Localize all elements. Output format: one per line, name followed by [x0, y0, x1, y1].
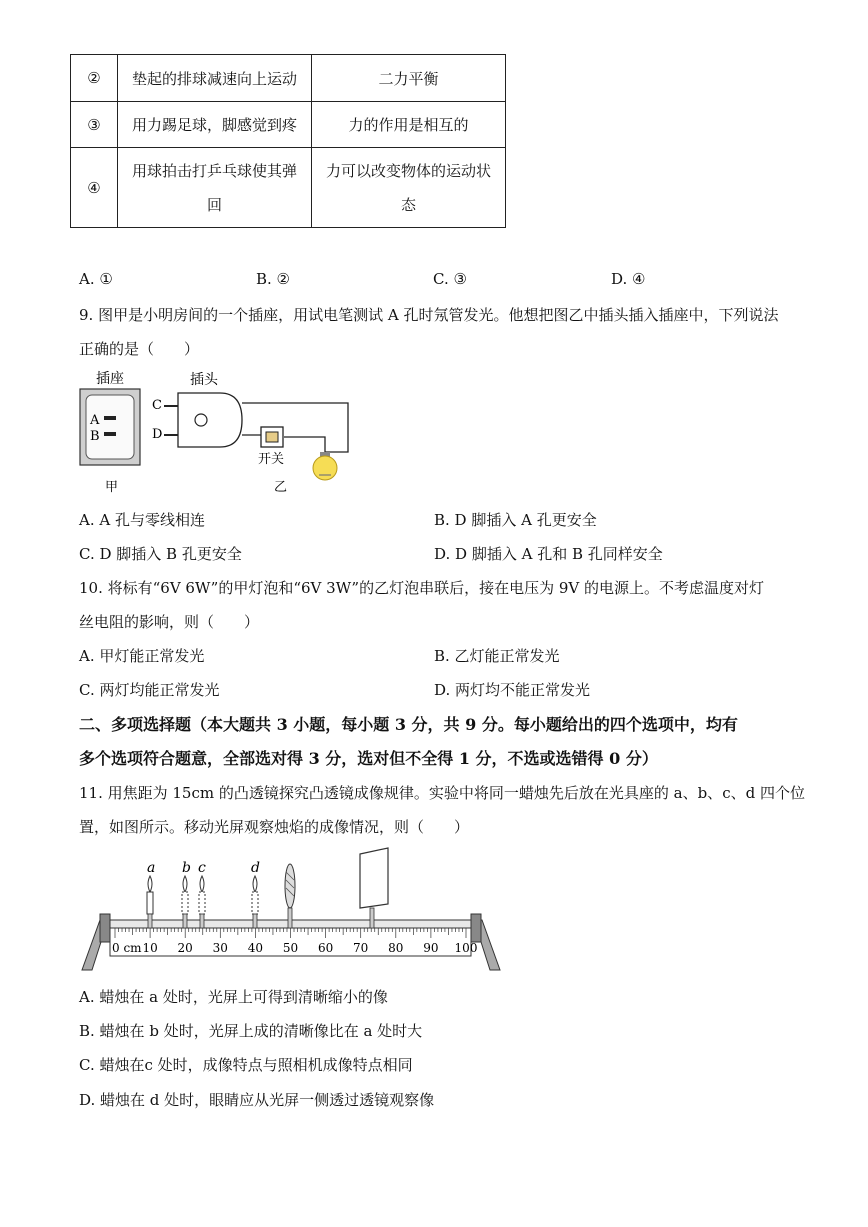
q9-option-c[interactable]: C. D 脚插入 B 孔更安全	[79, 545, 242, 563]
q10-option-c[interactable]: C. 两灯均能正常发光	[79, 681, 220, 699]
lens-icon	[285, 864, 295, 908]
candle-body	[252, 892, 258, 914]
table-row	[71, 148, 506, 228]
candle-c	[198, 860, 206, 928]
bench-right-end	[471, 914, 481, 942]
scale-tick-label: 50	[282, 941, 299, 955]
scale-tick-label: 70	[353, 941, 369, 955]
pin-d-label: D	[152, 427, 163, 442]
table-row	[71, 55, 506, 102]
row-number: ②	[71, 55, 118, 102]
candle-holder	[200, 914, 204, 928]
hole-a	[104, 416, 116, 420]
q8-option-d[interactable]: D. ④	[611, 270, 646, 288]
wire-switch-out	[284, 437, 325, 452]
candle-body	[182, 892, 188, 914]
q11-stem-line1: 11. 用焦距为 15cm 的凸透镜探究凸透镜成像规律。实验中将同一蜡烛先后放在光具座的 a、b、c、d 四个位	[79, 784, 805, 802]
scale-tick-label: 10	[142, 941, 158, 955]
plug-label: 插头	[190, 372, 218, 388]
scale-tick-label: 40	[247, 941, 264, 955]
convex-lens	[285, 864, 295, 928]
bench-left-end	[100, 914, 110, 942]
switch-button	[266, 432, 278, 442]
section-two-heading-line2: 多个选项符合题意，全部选对得 3 分，选对但不全得 1 分，不选或选错得 0 分）	[79, 749, 658, 768]
socket-label: 插座	[96, 371, 124, 387]
bulb-icon	[313, 456, 337, 480]
candle-a-label: a	[147, 860, 156, 876]
q11-option-d[interactable]: D. 蜡烛在 d 处时，眼睛应从光屏一侧透过透镜观察像	[79, 1091, 435, 1109]
flame-icon	[183, 876, 187, 892]
pin-c-label: C	[152, 398, 162, 413]
scale-tick-label: 20	[177, 941, 193, 955]
candle-b-label: b	[182, 860, 191, 876]
lens-holder	[288, 908, 292, 928]
candle-holder	[253, 914, 257, 928]
optical-bench-figure	[78, 846, 503, 976]
plug-hole	[195, 414, 207, 426]
candle-c-label: c	[198, 860, 206, 876]
scale-tick-label: 0 cm	[112, 941, 142, 955]
q9-option-b[interactable]: B. D 脚插入 A 孔更安全	[434, 511, 597, 529]
candle-holder	[183, 914, 187, 928]
q8-option-b[interactable]: B. ②	[256, 270, 291, 288]
flame-icon	[200, 876, 204, 892]
row-example: 垫起的排球减速向上运动	[118, 55, 312, 102]
row-number: ③	[71, 102, 118, 148]
candle-b	[182, 860, 191, 928]
row-example: 用球拍击打乒乓球使其弹 回	[118, 148, 312, 228]
scale-tick-label: 90	[423, 941, 439, 955]
row-principle: 力可以改变物体的运动状 态	[312, 148, 506, 228]
switch-label: 开关	[258, 452, 285, 467]
screen-icon	[360, 848, 388, 908]
candle-d	[251, 860, 260, 928]
table-row	[71, 102, 506, 148]
candle-holder	[148, 914, 152, 928]
q10-stem-line2: 丝电阻的影响，则（ ）	[79, 613, 260, 631]
q9-option-d[interactable]: D. D 脚插入 A 孔和 B 孔同样安全	[434, 545, 663, 563]
light-screen	[360, 848, 388, 928]
q11-option-c[interactable]: C. 蜡烛在c 处时，成像特点与照相机成像特点相同	[79, 1056, 413, 1074]
q11-option-a[interactable]: A. 蜡烛在 a 处时，光屏上可得到清晰缩小的像	[79, 988, 388, 1006]
q10-option-d[interactable]: D. 两灯均不能正常发光	[434, 681, 591, 699]
candle-d-label: d	[251, 860, 260, 876]
hole-b	[104, 432, 116, 436]
row-number: ④	[71, 148, 118, 228]
figure-caption-yi: 乙	[274, 480, 288, 495]
q9-stem-line1: 9. 图甲是小明房间的一个插座，用试电笔测试 A 孔时氖管发光。他想把图乙中插头插入插座中，下列说法	[79, 306, 779, 324]
section-two-heading-line1: 二、多项选择题（本大题共 3 小题，每小题 3 分，共 9 分。每小题给出的四个选项中，均有	[79, 715, 738, 734]
q10-option-a[interactable]: A. 甲灯能正常发光	[79, 647, 205, 665]
q9-stem-line2: 正确的是（ ）	[79, 340, 200, 358]
row-principle: 二力平衡	[312, 55, 506, 102]
figure-caption-jia: 甲	[105, 480, 119, 495]
screen-holder	[370, 908, 374, 928]
scale-tick-label: 80	[388, 941, 404, 955]
force-examples-table	[70, 54, 506, 228]
plug-body	[178, 393, 242, 447]
q10-stem-line1: 10. 将标有“6V 6W”的甲灯泡和“6V 3W”的乙灯泡串联后，接在电压为 9V 的电源上。不考虑温度对灯	[79, 579, 764, 597]
socket-plug-figure	[70, 365, 370, 497]
q11-option-b[interactable]: B. 蜡烛在 b 处时，光屏上成的清晰像比在 a 处时大	[79, 1022, 423, 1040]
hole-a-label: A	[90, 413, 100, 428]
q10-option-b[interactable]: B. 乙灯能正常发光	[434, 647, 560, 665]
hole-b-label: B	[90, 429, 100, 444]
q9-option-a[interactable]: A. A 孔与零线相连	[79, 511, 205, 529]
candle-body	[199, 892, 205, 914]
q8-option-a[interactable]: A. ①	[79, 270, 113, 288]
candle-a	[147, 860, 155, 928]
flame-icon	[148, 876, 152, 892]
row-example: 用力踢足球，脚感觉到疼	[118, 102, 312, 148]
scale-tick-label: 60	[317, 941, 334, 955]
wire-live	[242, 403, 348, 452]
row-principle: 力的作用是相互的	[312, 102, 506, 148]
flame-icon	[253, 876, 257, 892]
scale-tick-label: 100	[454, 941, 478, 955]
scale-tick-label: 30	[212, 941, 228, 955]
q8-option-c[interactable]: C. ③	[433, 270, 467, 288]
candle-body	[147, 892, 153, 914]
q11-stem-line2: 置，如图所示。移动光屏观察烛焰的成像情况，则（ ）	[79, 818, 470, 836]
